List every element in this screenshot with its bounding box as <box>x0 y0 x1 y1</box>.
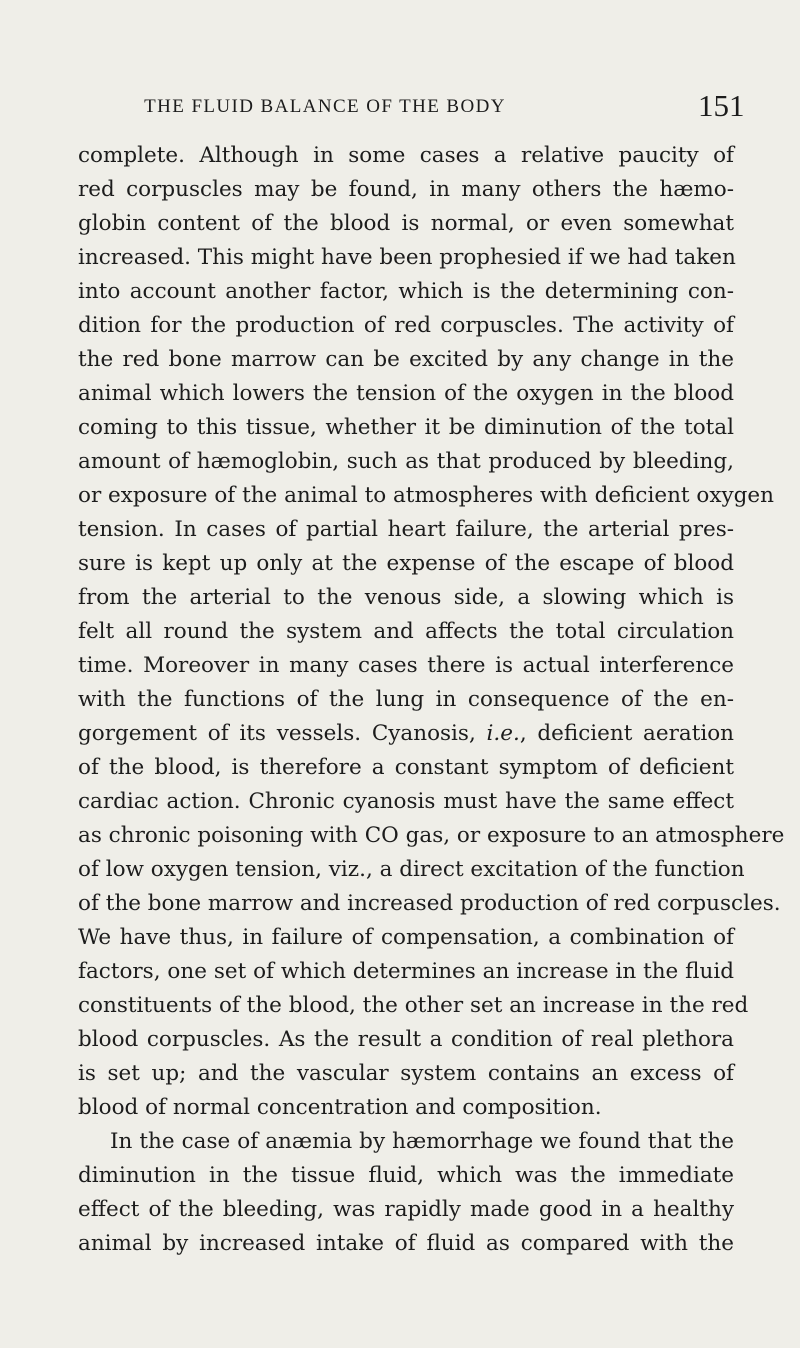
text-line: of low oxygen tension, viz., a direct excitation of the function <box>78 857 745 882</box>
text-line: diminution in the tissue fluid, which was the immediate <box>78 1163 734 1188</box>
text-line: amount of hæmoglobin, such as that produced by bleeding, <box>78 449 734 474</box>
text-line: blood corpuscles. As the result a condition of real plethora <box>78 1027 734 1052</box>
body-text <box>78 139 785 1261</box>
text-line: effect of the bleeding, was rapidly made good in a healthy <box>78 1197 734 1222</box>
text-line: with the functions of the lung in consequence of the en- <box>78 687 734 712</box>
text-segment: , deficient aeration <box>519 721 735 746</box>
text-line: coming to this tissue, whether it be diminution of the total <box>78 415 734 440</box>
text-line <box>78 717 734 751</box>
text-line: as chronic poisoning with CO gas, or exposure to an atmosphere <box>78 823 785 848</box>
text-line: felt all round the system and affects the total circulation <box>78 619 734 644</box>
text-line: red corpuscles may be found, in many others the hæmo- <box>78 177 734 202</box>
text-line: from the arterial to the venous side, a slowing which is <box>78 585 734 610</box>
text-line: animal which lowers the tension of the oxygen in the blood <box>78 381 734 406</box>
italic-abbreviation: i.e. <box>486 721 520 746</box>
text-segment: gorgement of its vessels. Cyanosis, <box>78 721 476 746</box>
text-line: tension. In cases of partial heart failure, the arterial pres- <box>78 517 734 542</box>
text-line: of the blood, is therefore a constant symptom of deficient <box>78 755 734 780</box>
running-title: THE FLUID BALANCE OF THE BODY <box>144 96 506 117</box>
text-line: the red bone marrow can be excited by any change in the <box>78 347 734 372</box>
text-line: We have thus, in failure of compensation, a combination of <box>78 925 734 950</box>
text-line: into account another factor, which is the determining con- <box>78 279 734 304</box>
text-line: increased. This might have been prophesied if we had taken <box>78 245 736 270</box>
text-line: complete. Although in some cases a relative paucity of <box>78 143 734 168</box>
text-line: animal by increased intake of fluid as compared with the <box>78 1231 734 1256</box>
text-line: is set up; and the vascular system contains an excess of <box>78 1061 734 1086</box>
text-line: or exposure of the animal to atmospheres with deficient oxygen <box>78 483 774 508</box>
text-line: globin content of the blood is normal, or even somewhat <box>78 211 734 236</box>
text-line: time. Moreover in many cases there is actual interference <box>78 653 734 678</box>
page-number: 151 <box>698 88 745 123</box>
text-line: In the case of anæmia by hæmorrhage we found that the <box>110 1129 734 1154</box>
text-line: constituents of the blood, the other set an increase in the red <box>78 993 749 1018</box>
text-line: factors, one set of which determines an increase in the fluid <box>78 959 734 984</box>
running-head <box>0 86 800 126</box>
text-line: blood of normal concentration and composition. <box>78 1095 602 1120</box>
text-line: cardiac action. Chronic cyanosis must have the same effect <box>78 789 734 814</box>
text-line: dition for the production of red corpuscles. The activity of <box>78 313 734 338</box>
text-line: of the bone marrow and increased production of red corpuscles. <box>78 891 781 916</box>
text-line: sure is kept up only at the expense of the escape of blood <box>78 551 734 576</box>
